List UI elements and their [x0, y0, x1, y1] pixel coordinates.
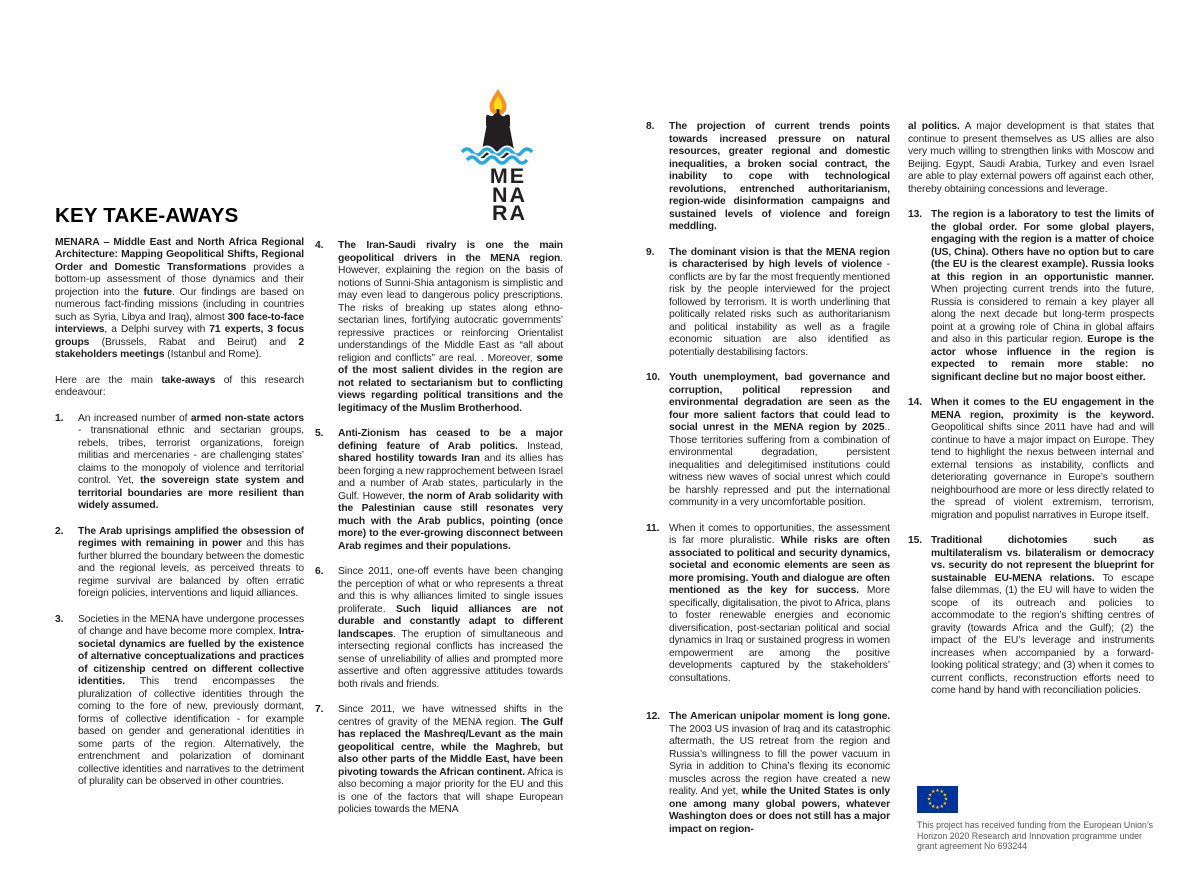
- item-number: 9.: [646, 246, 655, 258]
- list-item: [908, 535, 1154, 698]
- item-number: 15.: [908, 535, 923, 546]
- bold-text-run: shared hostility towards Iran: [338, 453, 480, 464]
- list-item: [646, 372, 890, 510]
- text-run: of this research endeavour:: [55, 374, 304, 398]
- item-number: 2.: [55, 525, 64, 537]
- column-2: [315, 240, 563, 830]
- bold-text-run: 300 face-to-face interviews: [55, 311, 304, 335]
- list-item: [55, 614, 304, 789]
- item-number: 5.: [315, 428, 324, 439]
- bold-text-run: The American unipolar moment is long gone.: [669, 711, 890, 722]
- bold-text-run: Anti-Zionism has ceased to be a major defining feature of Arab politics.: [338, 428, 563, 452]
- bold-text-run: al politics.: [908, 121, 960, 132]
- bold-text-run: Youth unemployment, bad governance and corruption, political repression and environmental degradation are seen as the four more salient factors that could lead to social unrest in the MENA region by 2025: [669, 372, 890, 433]
- text-run: . Our findings are based on numerous fact-finding missions (including in countries such as Syria, Libya and Iraq), almost: [55, 286, 304, 323]
- bold-text-run: The Gulf has replaced the Mashreq/Levant as the main geopolitical centre, while the Maghreb, but also other parts of the Middle East, have been pivoting towards the African continent.: [338, 716, 563, 778]
- bold-text-run: While risks are often associated to political and security dynamics, societal and economic elements are seen as more promising. Youth and dialogue are often mentioned as the key for success.: [669, 535, 890, 596]
- bold-text-run: The Arab uprisings amplified the obsession of regimes with remaining in power: [78, 525, 304, 549]
- funding-note: [917, 786, 1159, 852]
- item-text: [669, 372, 890, 510]
- item-text: [338, 566, 563, 691]
- text-run: Since 2011, one-off events have been changing the perception of what or who represents a threat and this is why alliances limited to single issues proliferate.: [338, 566, 563, 615]
- eu-star-icon: ★: [935, 805, 940, 811]
- paragraph: [908, 121, 1154, 196]
- text-run: and its allies has been forging a new rapprochement between Israel and a number of Arab states, particularly in the Gulf. However,: [338, 453, 563, 502]
- item-number: 6.: [315, 566, 324, 577]
- paragraph: [55, 237, 304, 362]
- text-run: - transnational ethnic and sectarian groups, rebels, tribes, terrorist organizations, foreign militias and mercenaries - are challenging states’ claims to the monopoly of violence and territorial control. Yet,: [78, 425, 304, 486]
- eu-flag-icon: [917, 786, 958, 813]
- item-number: 12.: [646, 711, 661, 722]
- item-text: [931, 397, 1154, 522]
- item-text: [669, 523, 890, 686]
- item-text: [931, 535, 1154, 698]
- bold-text-run: some of the most salient divides in the region are not related to sectarianism but to conflicting views regarding political transitions and the legitimacy of the Muslim Brotherhood.: [338, 352, 563, 414]
- bold-text-run: Such liquid alliances are not durable and constantly adapt to different landscapes: [338, 603, 563, 640]
- item-number: 3.: [55, 613, 64, 625]
- text-run: (Istanbul and Rome).: [164, 349, 262, 360]
- menara-logo: [458, 88, 558, 223]
- eu-star-icon: ★: [939, 803, 944, 810]
- bold-text-run: 71 experts, 3 focus groups: [55, 324, 304, 348]
- list-item: [908, 209, 1154, 384]
- eu-star-icon: ★: [939, 789, 944, 796]
- bold-text-run: the norm of Arab solidarity with the Palestinian cause still resonates very much with the Arab publics, pointing (once more) to the ever-growing disconnect between Arab regimes and their populations.: [338, 490, 563, 552]
- eu-star-icon: ★: [926, 796, 932, 803]
- text-run: More specifically, digitalisation, the pivot to Africa, plans to foster renewable energies and economic diversification, post-sectarian political and social dynamics in Iraq or sustained progress in women empowerment are among the positive developments captured by the stakeholders’ consultations.: [669, 585, 890, 684]
- list-item: [315, 566, 563, 691]
- eu-star-icon: ★: [931, 803, 936, 810]
- logo-wordmark: [458, 164, 558, 225]
- eu-star-icon: ★: [942, 800, 948, 807]
- item-number: 14.: [908, 397, 923, 408]
- text-run: and this has further blurred the boundary between the domestic and the regional levels, as perceived threats to regime survival are balanced by often erratic foreign policies, interventions and liquid alliances.: [78, 538, 305, 599]
- bold-text-run: future: [143, 286, 173, 298]
- eu-star-icon: ★: [927, 800, 933, 807]
- column-4: [908, 121, 1154, 711]
- item-text: [669, 121, 890, 234]
- text-run: Societies in the MENA have undergone processes of change and have become more complex.: [78, 613, 304, 637]
- eu-star-icon: ★: [942, 792, 948, 799]
- eu-star-icon: ★: [935, 788, 940, 794]
- text-run: Since 2011, we have witnessed shifts in the centres of gravity of the MENA region.: [338, 704, 563, 728]
- item-number: 1.: [55, 412, 64, 424]
- bold-text-run: MENARA – Middle East and North Africa Regional Architecture: Mapping Geopolitical Shifts, Regional Order and Domestic Transformations: [55, 236, 304, 273]
- logo-letter-row: RA: [491, 201, 528, 225]
- text-run: , a Delphi survey with: [104, 324, 210, 335]
- item-number: 10.: [646, 372, 661, 383]
- eu-star-icon: ★: [927, 792, 933, 799]
- text-run: . The eruption of simultaneous and intersecting regional conflicts has increased the sense of unreliability of allies and prompted more assertive and often aggressive attitudes towards both rivals and friends.: [338, 628, 563, 690]
- text-run: (Brussels, Rabat and Beirut) and: [89, 336, 299, 348]
- list-item: [646, 711, 890, 836]
- bold-text-run: Europe is the actor whose influence in the region is expected to remain more stable: no significant decline but no major boost either.: [931, 334, 1154, 383]
- item-text: [338, 428, 563, 553]
- list-item: [646, 523, 890, 686]
- item-text: [669, 711, 890, 836]
- item-number: 8.: [646, 121, 655, 132]
- text-run: Instead,: [517, 440, 563, 452]
- text-run: A major development is that states that continue to present themselves as US allies are also very much willing to strengthen links with Moscow and Beijing. Egypt, Saudi Arabia, Turkey and even Israel are able to play external powers off against each other, thereby obtaining concessions and leverage.: [908, 121, 1154, 195]
- item-text: [931, 209, 1154, 384]
- column-3: [646, 121, 890, 849]
- item-number: 11.: [646, 522, 660, 534]
- list-item: [315, 240, 563, 415]
- bold-text-run: The Iran-Saudi rivalry is one the main geopolitical drivers in the MENA region: [338, 240, 563, 264]
- list-item: [55, 413, 304, 513]
- text-run: The 2003 US invasion of Iraq and its catastrophic aftermath, the US retreat from the region and Russia’s willingness to fill the power vacuum in Syria in addition to China’s flexing its economic muscles across the region have created a new reality. And yet,: [669, 723, 890, 797]
- text-run: Geopolitical shifts since 2011 have had and will continue to have a major impact on Europe. They tend to highlight the nexus between internal and external tensions as instability, conflicts and deteriorating governance in Europe’s southern neighbourhood are more or less directly related to the spread of violent extremism, terrorism, migration and populist narratives in Europe itself.: [931, 422, 1154, 521]
- bold-text-run: Traditional dichotomies such as multilateralism vs. bilateralism or democracy vs. security do not represent the blueprint for sustainable EU-MENA relations.: [931, 535, 1154, 584]
- bold-text-run: while the United States is only one among many global powers, whatever Washington does or does not still has a major impact on region-: [669, 786, 890, 835]
- item-text: [338, 704, 563, 817]
- item-number: 7.: [315, 704, 324, 715]
- text-run: provides a bottom-up assessment of those dynamics and their projection into the: [55, 261, 304, 298]
- list-item: [646, 247, 890, 360]
- item-text: [338, 240, 563, 415]
- bold-text-run: The projection of current trends points towards increased pressure on natural resources, greater regional and domestic inequalities, a broken social contract, the inability to cope with technological revolutions, entrenched authoritarianism, region-wide disinformation campaigns and sustained levels of violence and foreign meddling.: [669, 121, 890, 232]
- page-title: KEY TAKE-AWAYS: [55, 204, 239, 227]
- text-run: An increased number of: [78, 412, 191, 424]
- eu-star-icon: ★: [943, 796, 949, 803]
- bold-text-run: When it comes to the EU engagement in the MENA region, proximity is the keyword.: [931, 397, 1154, 421]
- text-run: Here are the main: [55, 374, 162, 386]
- item-text: [78, 614, 304, 789]
- text-run: When projecting current trends into the future, Russia is considered to remain a key player all along the next decade but long-term prospects point at a growing role of China in global affairs and also in this particular region.: [931, 284, 1154, 345]
- paragraph: [55, 375, 304, 400]
- funding-text: This project has received funding from the European Union’s Horizon 2020 Research and Innovation programme under grant agreement No 693244: [917, 820, 1154, 851]
- list-item: [55, 526, 304, 601]
- item-text: [669, 247, 890, 360]
- text-run: To escape false dilemmas, (1) the EU will have to widen the scope of its outreach and policies to accommodate to the region’s shifting centres of gravity (towards Africa and the Gulf); (2) the impact of the EU’s leverage and instruments increases when accompanied by a forward-looking political strategy; and (3) when it comes to current conflicts, reconstruction efforts need to come hand by hand with reconciliation policies.: [931, 572, 1154, 696]
- bold-text-run: The region is a laboratory to test the limits of the global order. For some global players, engaging with the region is a matter of choice (US, China). Others have no option but to care (the EU is the clearest example). Russia looks at this region in an opportunistic manner.: [931, 209, 1154, 283]
- item-number: 13.: [908, 209, 923, 220]
- text-run: Africa is also becoming a major priority for the EU and this is one of the factors that will shape European policies towards the MENA: [338, 766, 563, 815]
- column-1: [55, 204, 305, 802]
- bold-text-run: armed non-state actors: [190, 412, 304, 424]
- list-item: [646, 121, 890, 234]
- menara-candle-icon: [458, 88, 558, 166]
- list-item: [315, 704, 563, 817]
- bold-text-run: Intra-societal dynamics are fuelled by the existence of alternative conceptualizations and practices of citizenship centred on different collective identities.: [78, 626, 304, 687]
- bold-text-run: The dominant vision is that the MENA region is characterised by high levels of violence: [669, 246, 890, 270]
- logo-letter-row: ME: [489, 164, 527, 188]
- item-text: [78, 413, 304, 513]
- logo-letter-row: NA: [491, 182, 528, 207]
- list-item: [315, 428, 563, 553]
- bold-text-run: take-aways: [161, 374, 216, 386]
- list-item: [908, 397, 1154, 522]
- eu-star-icon: ★: [931, 789, 936, 796]
- text-run: - conflicts are by far the most frequently mentioned risk by the people interviewed for the project followed by terrorism. It is worth underlining that politically related risks such as authoritarianism and political instability as well as a fragile economic situation are also identified as potentially destabilising factors.: [669, 259, 890, 358]
- text-run: When it comes to opportunities, the assessment is far more pluralistic.: [669, 522, 890, 546]
- item-number: 4.: [315, 240, 324, 251]
- text-run: .. Those territories suffering from a combination of environmental degradation, persistent inequalities and delegitimised institutions could witness new waves of social unrest which could be harshly repressed and put the international community in a very uncomfortable position.: [669, 422, 890, 508]
- text-run: This trend encompasses the pluralization of collective identities through the coming to the fore of new, previously dormant, forms of collective identification - for example based on gender and generational identities in some parts of the region. Alternatively, the entrenchment and polarization of dominant collective identities and narratives to the detriment of plurality can be observed in other countries.: [78, 676, 304, 787]
- text-run: . However, explaining the region on the basis of notions of Sunni-Shia antagonism is simplistic and may even lead to dangerous policy prescriptions. The risks of breaking up states along ethno-sectarian lines, fortifying autocratic governments’ repressive practices or reinforcing Orientalist understandings of the Middle East as “all about religion and conflicts” are real. . Moreover,: [338, 252, 563, 364]
- bold-text-run: 2 stakeholders meetings: [55, 336, 304, 360]
- bold-text-run: the sovereign state system and territorial boundaries are more resilient than widely assumed.: [78, 475, 304, 511]
- item-text: [78, 526, 304, 601]
